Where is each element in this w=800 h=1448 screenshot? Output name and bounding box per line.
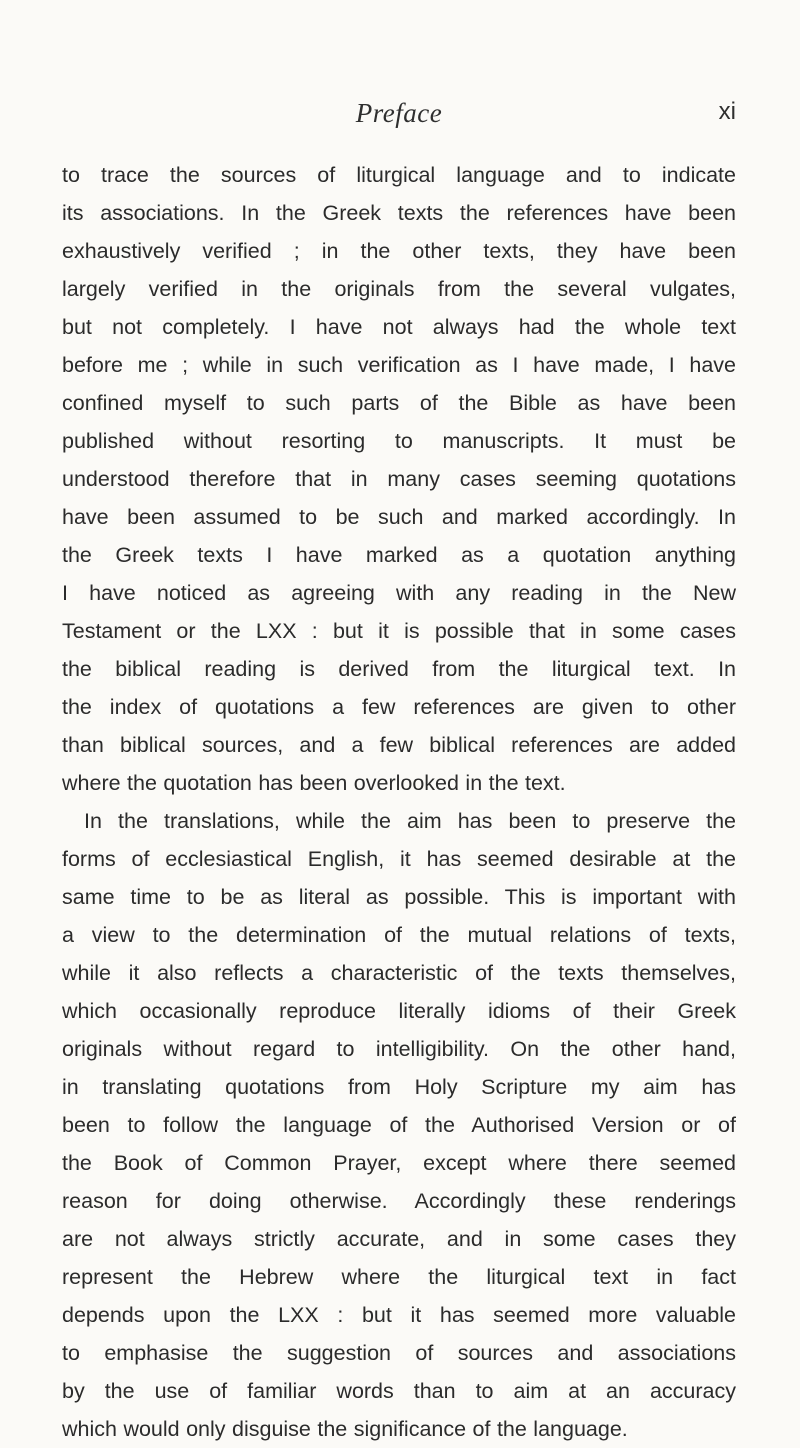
- text-line: Testament or the LXX : but it is possible that in some cases: [62, 619, 736, 643]
- text-line: originals without regard to intelligibility. On the other hand,: [62, 1037, 736, 1061]
- page-number: xi: [718, 98, 736, 125]
- text-line: the biblical reading is derived from the liturgical text. In: [62, 657, 736, 681]
- text-line: I have noticed as agreeing with any reading in the New: [62, 581, 736, 605]
- text-line: in translating quotations from Holy Scripture my aim has: [62, 1075, 736, 1099]
- text-line: are not always strictly accurate, and in some cases they: [62, 1227, 736, 1251]
- text-line: its associations. In the Greek texts the references have been: [62, 201, 736, 225]
- text-line: the index of quotations a few references are given to other: [62, 695, 736, 719]
- text-line: forms of ecclesiastical English, it has seemed desirable at the: [62, 847, 736, 871]
- text-line: than biblical sources, and a few biblical references are added: [62, 733, 736, 757]
- text-line: published without resorting to manuscripts. It must be: [62, 429, 736, 453]
- text-line: same time to be as literal as possible. This is important with: [62, 885, 736, 909]
- body-text: [62, 156, 736, 1448]
- text-line: by the use of familiar words than to aim at an accuracy: [62, 1379, 736, 1403]
- text-line: before me ; while in such verification as I have made, I have: [62, 353, 736, 377]
- text-line: depends upon the LXX : but it has seemed more valuable: [62, 1303, 736, 1327]
- text-line: which occasionally reproduce literally idioms of their Greek: [62, 999, 736, 1023]
- text-line: largely verified in the originals from the several vulgates,: [62, 277, 736, 301]
- text-line: to emphasise the suggestion of sources and associations: [62, 1341, 736, 1365]
- text-line: been to follow the language of the Authorised Version or of: [62, 1113, 736, 1137]
- text-line: understood therefore that in many cases seeming quotations: [62, 467, 736, 491]
- text-line: In the translations, while the aim has been to preserve the: [84, 809, 736, 833]
- text-line: which would only disguise the significance of the language.: [62, 1417, 628, 1441]
- text-line: the Book of Common Prayer, except where there seemed: [62, 1151, 736, 1175]
- text-line: where the quotation has been overlooked in the text.: [62, 771, 566, 795]
- text-line: confined myself to such parts of the Bible as have been: [62, 391, 736, 415]
- text-line: while it also reflects a characteristic of the texts themselves,: [62, 961, 736, 985]
- text-line: the Greek texts I have marked as a quotation anything: [62, 543, 736, 567]
- text-line: but not completely. I have not always had the whole text: [62, 315, 736, 339]
- text-line: reason for doing otherwise. Accordingly these renderings: [62, 1189, 736, 1213]
- text-line: a view to the determination of the mutual relations of texts,: [62, 923, 736, 947]
- paragraph-1: [62, 156, 736, 802]
- running-title: Preface: [355, 98, 443, 128]
- text-line: represent the Hebrew where the liturgical text in fact: [62, 1265, 736, 1289]
- paragraph-2: [62, 802, 736, 1448]
- text-line: exhaustively verified ; in the other texts, they have been: [62, 239, 736, 263]
- running-head: [62, 98, 736, 134]
- text-line: have been assumed to be such and marked accordingly. In: [62, 505, 736, 529]
- text-line: to trace the sources of liturgical language and to indicate: [62, 163, 736, 187]
